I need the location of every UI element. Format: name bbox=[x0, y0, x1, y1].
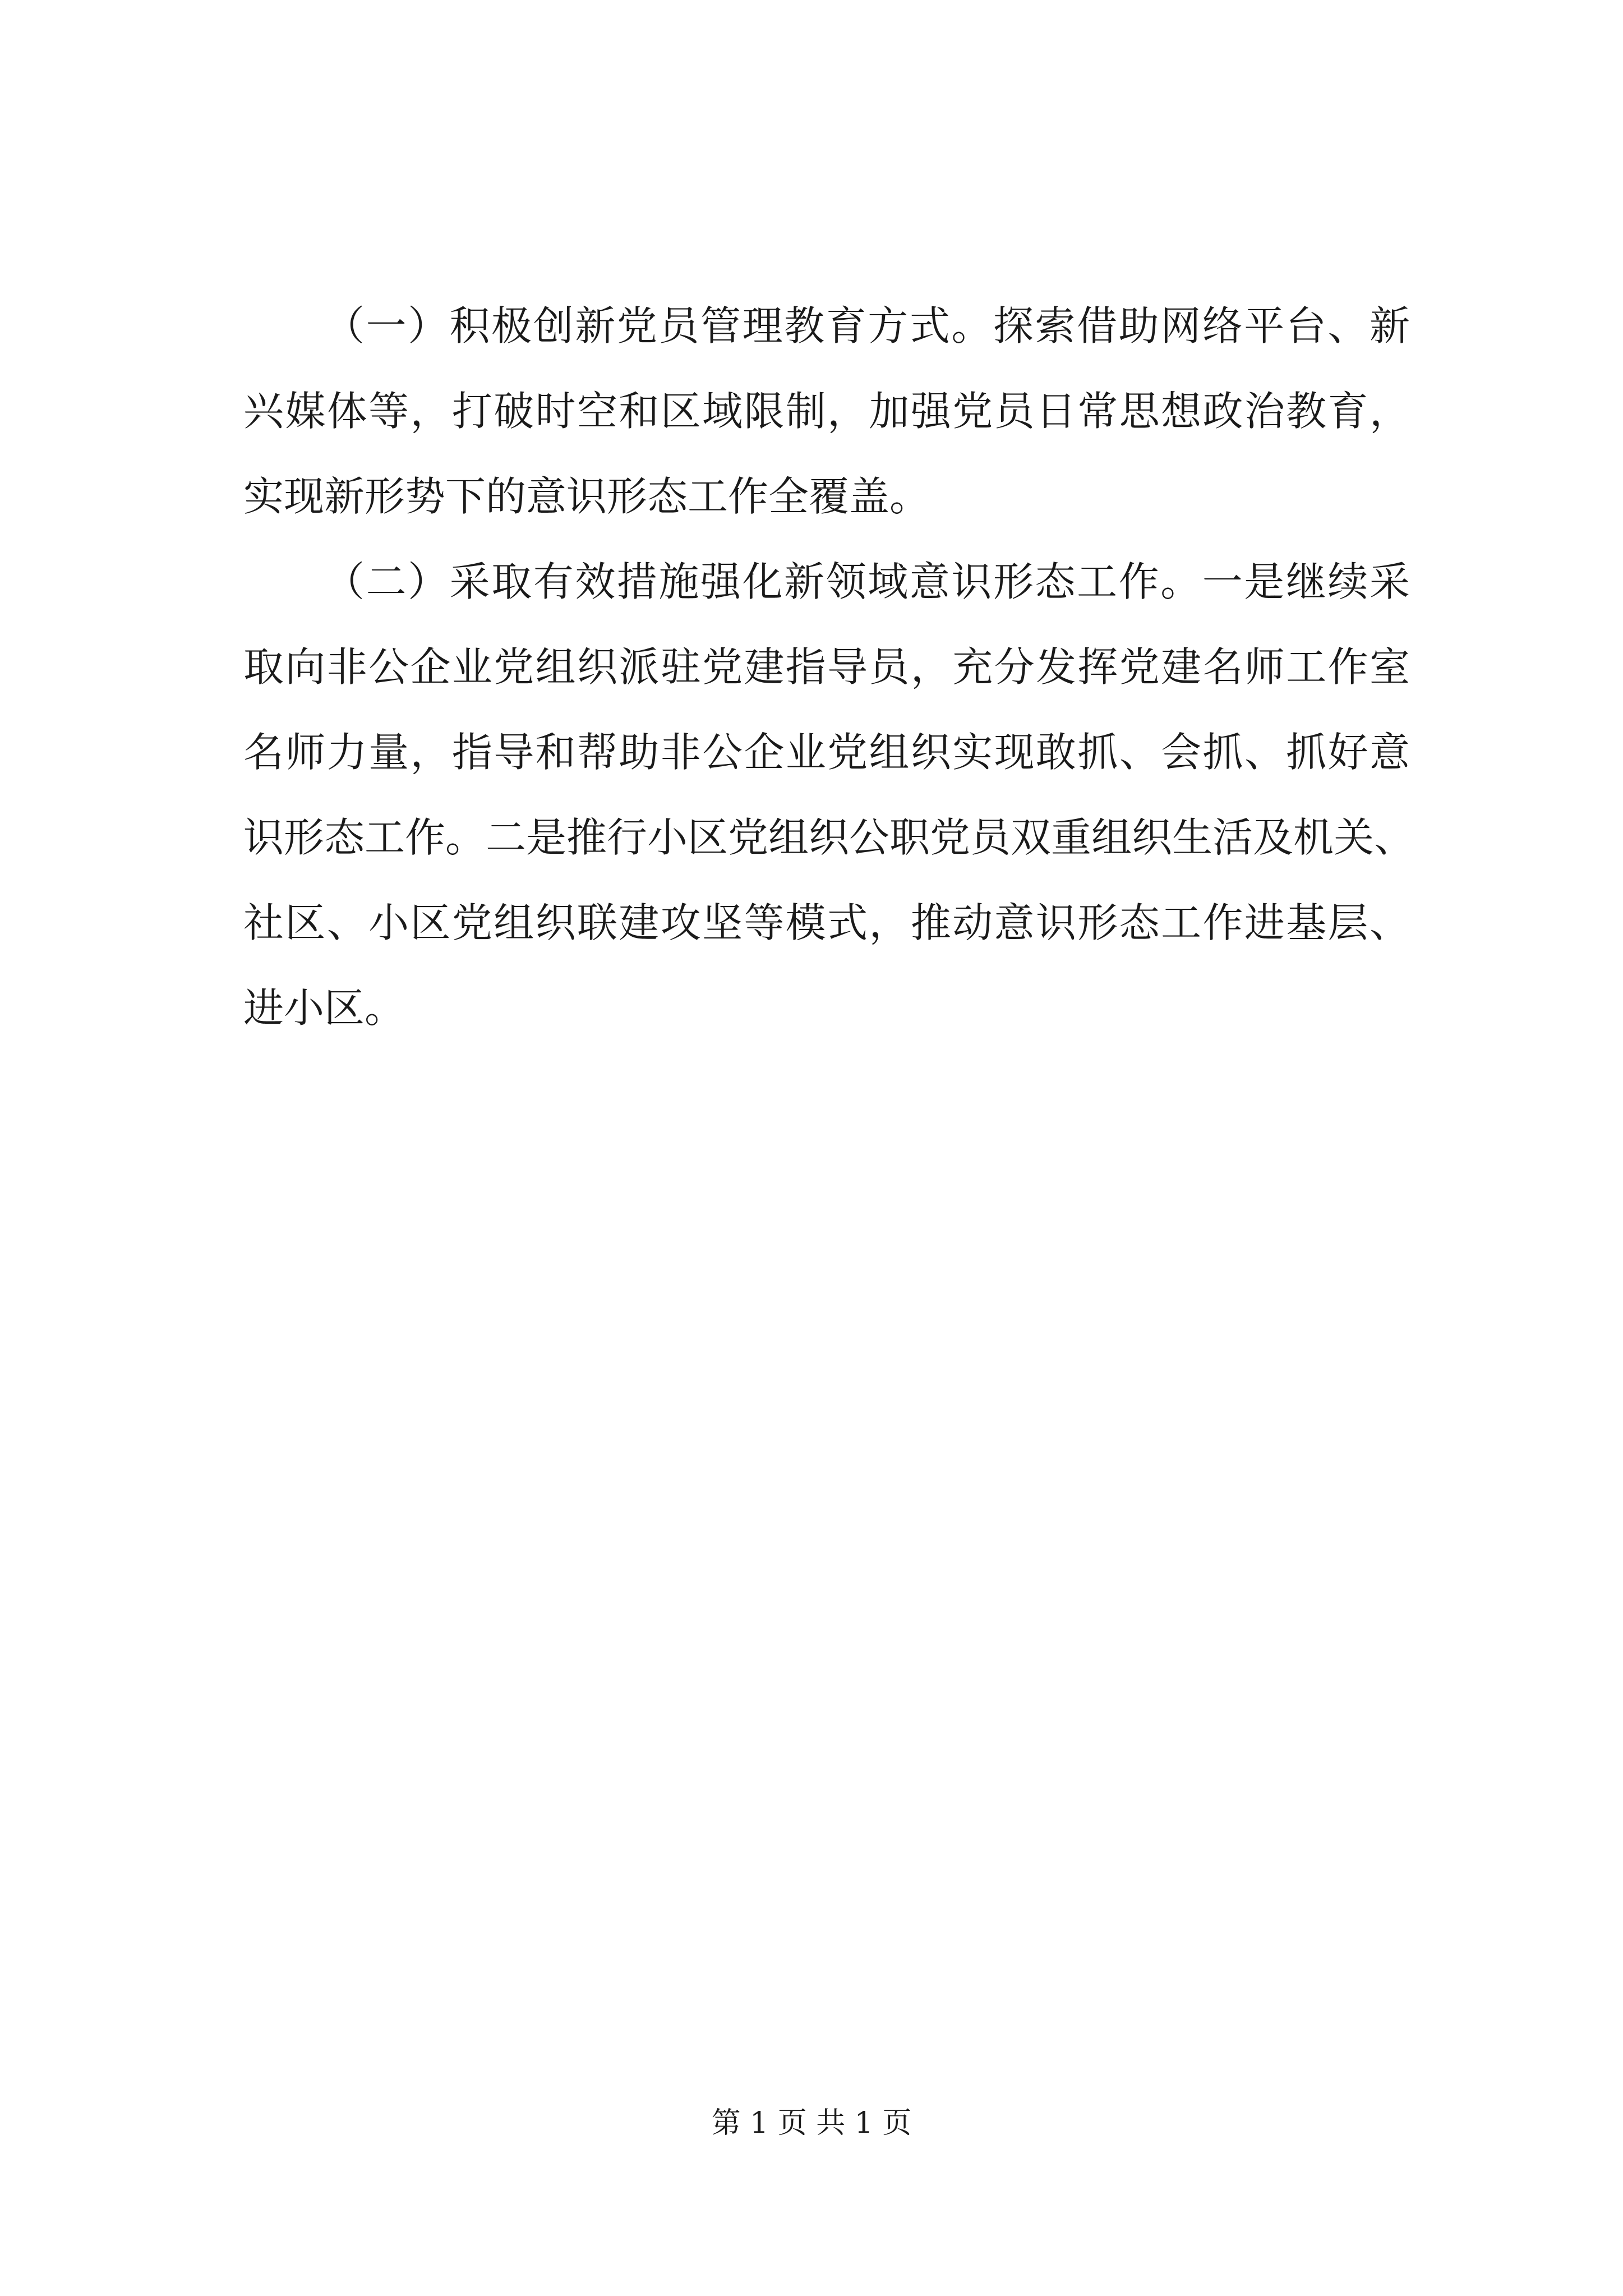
paragraph-line: 进小区。 bbox=[243, 984, 405, 1032]
paragraph-line: 实现新形势下的意识形态工作全覆盖。 bbox=[243, 473, 930, 520]
paragraph-2 bbox=[243, 539, 1415, 1051]
paragraph-line: 取向非公企业党组织派驻党建指导员，充分发挥党建名师工作室 bbox=[243, 643, 1410, 691]
paragraph-line: 名师力量，指导和帮助非公企业党组织实现敢抓、会抓、抓好意 bbox=[243, 729, 1410, 776]
paragraph-line: （一）积极创新党员管理教育方式。探索借助网络平台、新 bbox=[324, 302, 1410, 349]
paragraph-1 bbox=[243, 283, 1410, 539]
page-footer: 第 1 页 共 1 页 bbox=[711, 2106, 912, 2140]
paragraph-line: 兴媒体等，打破时空和区域限制，加强党员日常思想政治教育， bbox=[243, 388, 1410, 435]
paragraph-line: 社区、小区党组织联建攻坚等模式，推动意识形态工作进基层、 bbox=[243, 899, 1410, 946]
paragraph-line: （二）采取有效措施强化新领域意识形态工作。一是继续采 bbox=[324, 558, 1410, 605]
document-body bbox=[243, 283, 1415, 1051]
paragraph-line: 识形态工作。二是推行小区党组织公职党员双重组织生活及机关、 bbox=[243, 814, 1415, 861]
